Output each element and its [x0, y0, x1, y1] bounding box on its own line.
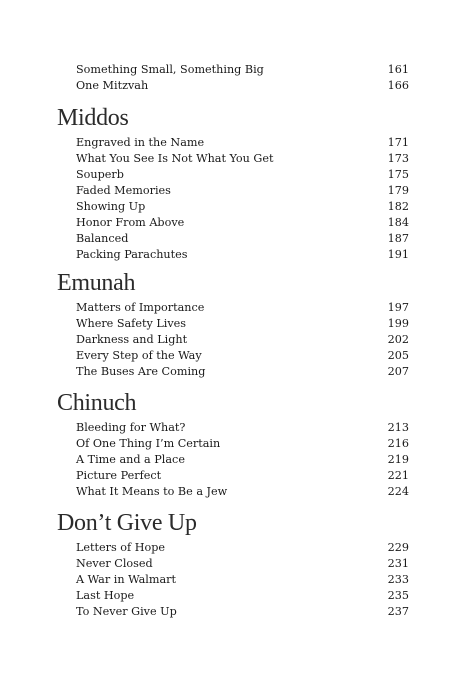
toc-entry	[0, 484, 467, 500]
entry-page-number: 175	[387, 168, 409, 181]
entry-title: The Buses Are Coming	[76, 365, 206, 378]
entry-title: What You See Is Not What You Get	[76, 152, 274, 165]
entry-page-number: 207	[387, 365, 409, 378]
entry-title: Where Safety Lives	[76, 317, 187, 330]
entry-title: Never Closed	[76, 557, 153, 570]
entry-title: One Mitzvah	[76, 79, 149, 92]
entry-page-number: 199	[387, 317, 409, 330]
entry-title: A War in Walmart	[76, 573, 176, 586]
toc-entry	[0, 348, 467, 364]
toc-entry	[0, 452, 467, 468]
toc-entry	[0, 364, 467, 380]
entry-page-number: 237	[387, 605, 409, 618]
entry-page-number: 184	[387, 216, 409, 229]
entry-title: Honor From Above	[76, 216, 185, 229]
toc-entry	[0, 231, 467, 247]
entry-title: Showing Up	[76, 200, 146, 213]
toc-entry	[0, 199, 467, 215]
entry-page-number: 233	[387, 573, 409, 586]
entry-page-number: 213	[387, 421, 409, 434]
entry-page-number: 231	[387, 557, 409, 570]
entry-title: Matters of Importance	[76, 301, 205, 314]
entry-page-number: 202	[387, 333, 409, 346]
entry-page-number: 171	[387, 136, 409, 149]
entry-title: To Never Give Up	[76, 605, 177, 618]
entry-title: Packing Parachutes	[76, 248, 188, 261]
toc-entry	[0, 436, 467, 452]
entry-title: What It Means to Be a Jew	[76, 485, 228, 498]
toc-entry	[0, 468, 467, 484]
toc-entry	[0, 572, 467, 588]
entry-page-number: 229	[387, 541, 409, 554]
section-title: Chinuch	[57, 390, 137, 416]
section-title: Middos	[57, 105, 129, 131]
entry-title: Balanced	[76, 232, 129, 245]
toc-entry	[0, 183, 467, 199]
entry-title: Last Hope	[76, 589, 135, 602]
entry-title: Faded Memories	[76, 184, 171, 197]
toc-entry	[0, 332, 467, 348]
entry-page-number: 179	[387, 184, 409, 197]
toc-entry	[0, 604, 467, 620]
toc-entry	[0, 167, 467, 183]
entry-title: Picture Perfect	[76, 469, 162, 482]
section-title: Emunah	[57, 270, 136, 296]
entry-page-number: 219	[387, 453, 409, 466]
entry-page-number: 216	[387, 437, 409, 450]
toc-entry	[0, 62, 467, 78]
entry-page-number: 166	[387, 79, 409, 92]
entry-page-number: 224	[387, 485, 409, 498]
entry-title: Darkness and Light	[76, 333, 188, 346]
entry-title: Bleeding for What?	[76, 421, 186, 434]
toc-entry	[0, 215, 467, 231]
entry-page-number: 187	[387, 232, 409, 245]
entry-page-number: 221	[387, 469, 409, 482]
entry-title: A Time and a Place	[76, 453, 185, 466]
entry-page-number: 235	[387, 589, 409, 602]
entry-title: Every Step of the Way	[76, 349, 202, 362]
entry-page-number: 173	[387, 152, 409, 165]
entry-page-number: 161	[387, 63, 409, 76]
toc-entry	[0, 300, 467, 316]
section-title: Don’t Give Up	[57, 510, 197, 536]
entry-title: Something Small, Something Big	[76, 63, 264, 76]
entry-title: Souperb	[76, 168, 124, 181]
toc-entry	[0, 540, 467, 556]
toc-entry	[0, 316, 467, 332]
toc-entry	[0, 420, 467, 436]
entry-title: Engraved in the Name	[76, 136, 205, 149]
toc-entry	[0, 135, 467, 151]
entry-page-number: 182	[387, 200, 409, 213]
entry-page-number: 205	[387, 349, 409, 362]
toc-entry	[0, 151, 467, 167]
entry-page-number: 197	[387, 301, 409, 314]
toc-entry	[0, 78, 467, 94]
entry-title: Letters of Hope	[76, 541, 166, 554]
entry-page-number: 191	[387, 248, 409, 261]
toc-entry	[0, 556, 467, 572]
toc-entry	[0, 247, 467, 263]
entry-title: Of One Thing I’m Certain	[76, 437, 221, 450]
toc-entry	[0, 588, 467, 604]
